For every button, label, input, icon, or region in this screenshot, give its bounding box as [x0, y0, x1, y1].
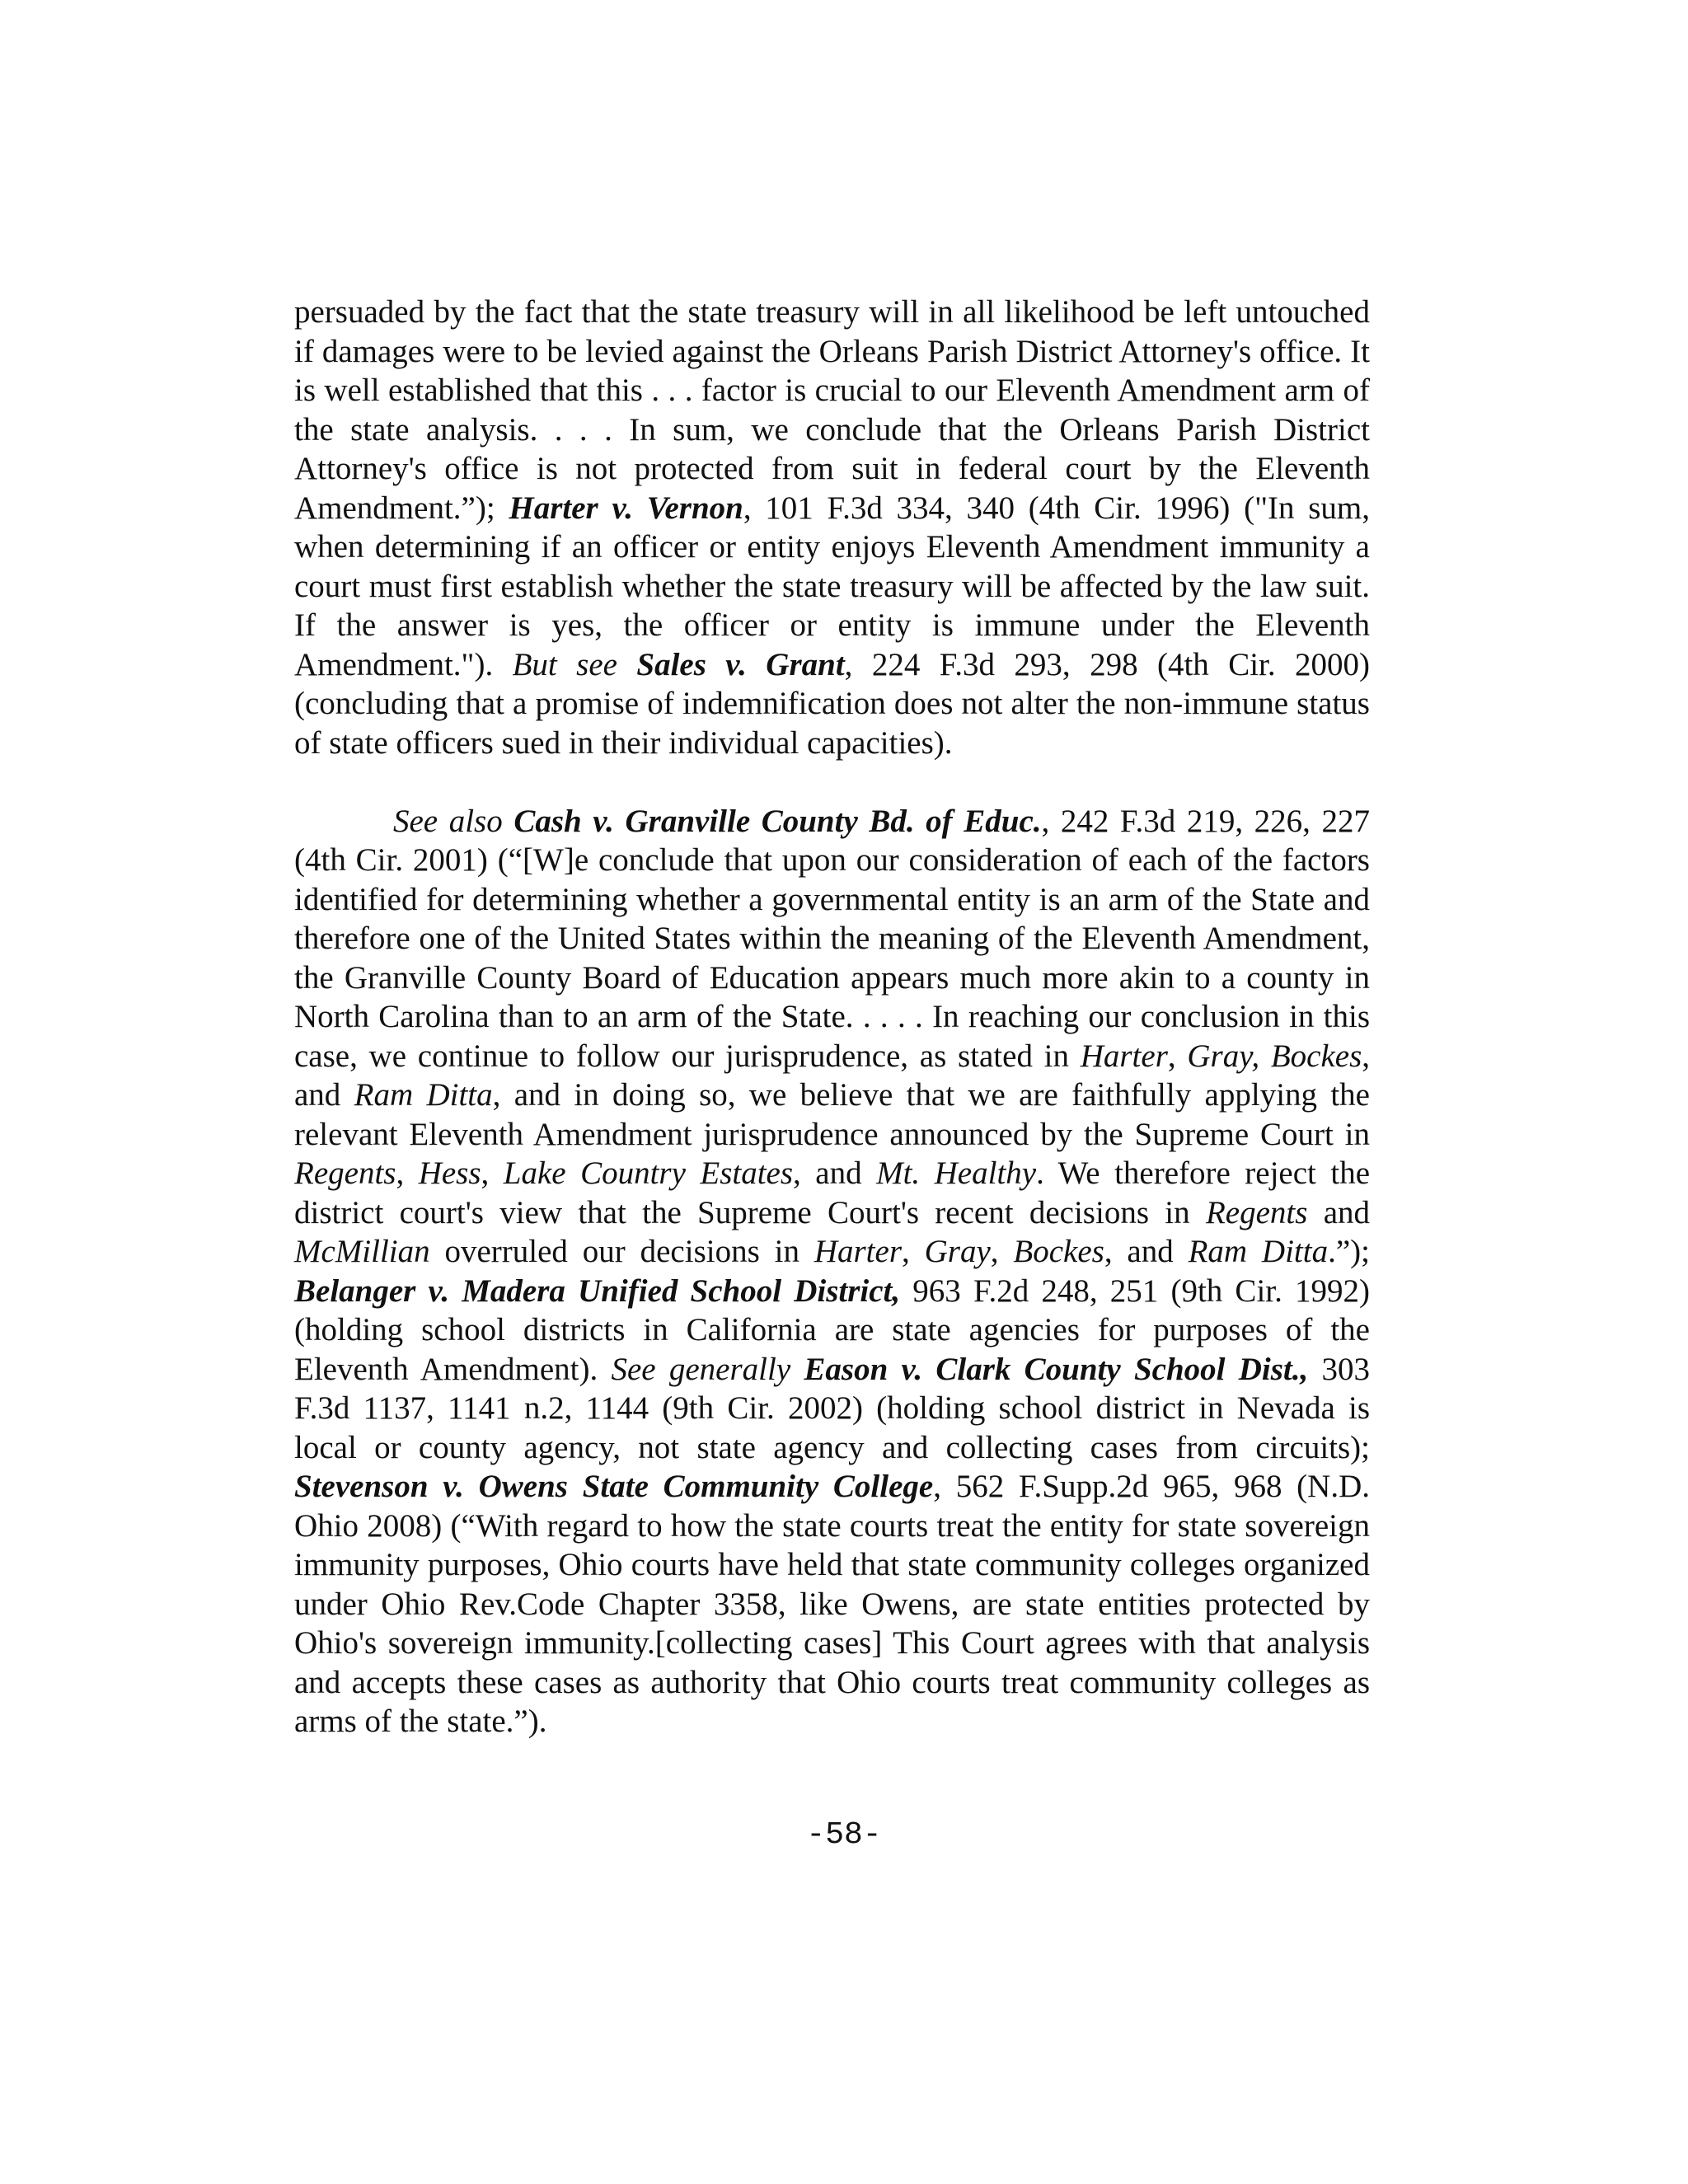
- case-citation: Cash v. Granville County Bd. of Educ.: [513, 803, 1042, 839]
- text-run: , 224 F.3d 293, 298 (4th Cir. 2000) (concluding that a promise of indemnification does not alter the non-immune status of state officers sued in their individual capacities).: [294, 646, 1371, 761]
- signal-phrase: See also: [393, 803, 503, 839]
- text-run: , 562 F.Supp.2d 965, 968 (N.D. Ohio 2008) (“With regard to how the state courts treat the entity for state sovereign immunity purposes, Ohio courts have held that state community colleges organized under Ohio Rev.Code Chapter 3358, like Owens, are state entities protected by Ohio's sovereign immunity.[collecting cases] This Court agrees with that analysis and accepts these cases as authority that Ohio courts treat community colleges as arms of the state.”).: [294, 1469, 1371, 1739]
- case-short-name: Harter: [1080, 1038, 1168, 1074]
- case-citation: Belanger v. Madera Unified School District,: [294, 1272, 901, 1309]
- text-run: and: [1307, 1194, 1371, 1230]
- text-run: 963 F.2d 248, 251 (9th Cir. 1992) (holding school districts in California are state agencies for purposes of the Eleventh Amendment).: [294, 1272, 1370, 1387]
- text-run: ,: [990, 1234, 1014, 1269]
- case-short-name: Regents: [1205, 1194, 1308, 1230]
- text-run: ,: [396, 1155, 419, 1191]
- body-text: [294, 293, 1370, 1741]
- text-run: [503, 804, 514, 839]
- text-run: , 242 F.3d 219, 226, 227 (4th Cir. 2001) (“[W]e conclude that upon our consideration of each of the factors identified for determining whether a governmental entity is an arm of the State and therefore one of the United States within the meaning of the Eleventh Amendment, the Granville County Board of Education appears much more akin to a county in North Carolina than to an arm of the State. . . . . In reaching our conclusion in this case, we continue to follow our jurisprudence, as stated in: [294, 803, 1370, 1074]
- case-citation: Harter v. Vernon: [509, 490, 743, 526]
- text-run: persuaded by the fact that the state treasury will in all likelihood be left untouched if damages were to be levied against the Orleans Parish District Attorney's office. It is well established that this . . . factor is crucial to our Eleventh Amendment arm of the state analysis. . . . In sum, we conclude that the Orleans Parish District Attorney's office is not protected from suit in federal court by the Eleventh Amendment.”);: [294, 294, 1370, 526]
- case-citation: Stevenson v. Owens State Community College: [294, 1469, 934, 1504]
- case-short-name: Harter: [814, 1234, 902, 1269]
- case-short-name: Gray: [924, 1234, 991, 1269]
- case-short-name: Mt. Healthy: [876, 1155, 1037, 1191]
- text-run: , 101 F.3d 334, 340 (4th Cir. 1996) ("In sum, when determining if an officer or entity enjoys Eleventh Amendment immunity a court must first establish whether the state treasury will be affected by the law suit. If the answer is yes, the officer or entity is immune under the Eleventh Amendment.").: [294, 490, 1370, 682]
- text-run: ,: [902, 1234, 925, 1269]
- text-run: , and: [793, 1155, 877, 1191]
- case-short-name: Ram Ditta: [354, 1077, 493, 1113]
- case-short-name: Ram Ditta: [1188, 1234, 1329, 1269]
- text-run: .”);: [1328, 1234, 1370, 1269]
- paragraph-1: [294, 293, 1370, 762]
- text-run: [790, 1352, 804, 1387]
- signal-phrase: See generally: [611, 1351, 791, 1387]
- case-citation: Eason v. Clark County School Dist.,: [804, 1351, 1309, 1387]
- text-run: , and: [1104, 1234, 1189, 1269]
- case-short-name: Gray, Bockes: [1187, 1038, 1362, 1074]
- case-short-name: Regents: [294, 1155, 396, 1191]
- case-short-name: Bockes: [1013, 1234, 1104, 1269]
- text-run: ,: [1167, 1038, 1188, 1074]
- case-short-name: Lake Country Estates: [503, 1155, 794, 1191]
- text-run: . We therefore reject the district court's view that the Supreme Court's recent decisions in: [294, 1155, 1371, 1230]
- paragraph-2: [294, 802, 1370, 1741]
- case-short-name: Hess: [418, 1155, 481, 1191]
- text-run: 303 F.3d 1137, 1141 n.2, 1144 (9th Cir. 2002) (holding school district in Nevada is local or county agency, not state agency and collecting cases from circuits);: [294, 1351, 1370, 1465]
- case-short-name: McMillian: [294, 1234, 430, 1269]
- page-number: -58-: [806, 1817, 882, 1853]
- text-run: [617, 647, 636, 682]
- text-run: overruled our decisions in: [429, 1234, 814, 1269]
- signal-phrase: But see: [512, 646, 617, 682]
- case-citation: Sales v. Grant: [636, 646, 845, 682]
- text-run: , and in doing so, we believe that we are faithfully applying the relevant Eleventh Amendment jurisprudence announced by the Supreme Court in: [294, 1077, 1370, 1152]
- text-run: ,: [481, 1155, 504, 1191]
- text-run: , and: [294, 1038, 1371, 1113]
